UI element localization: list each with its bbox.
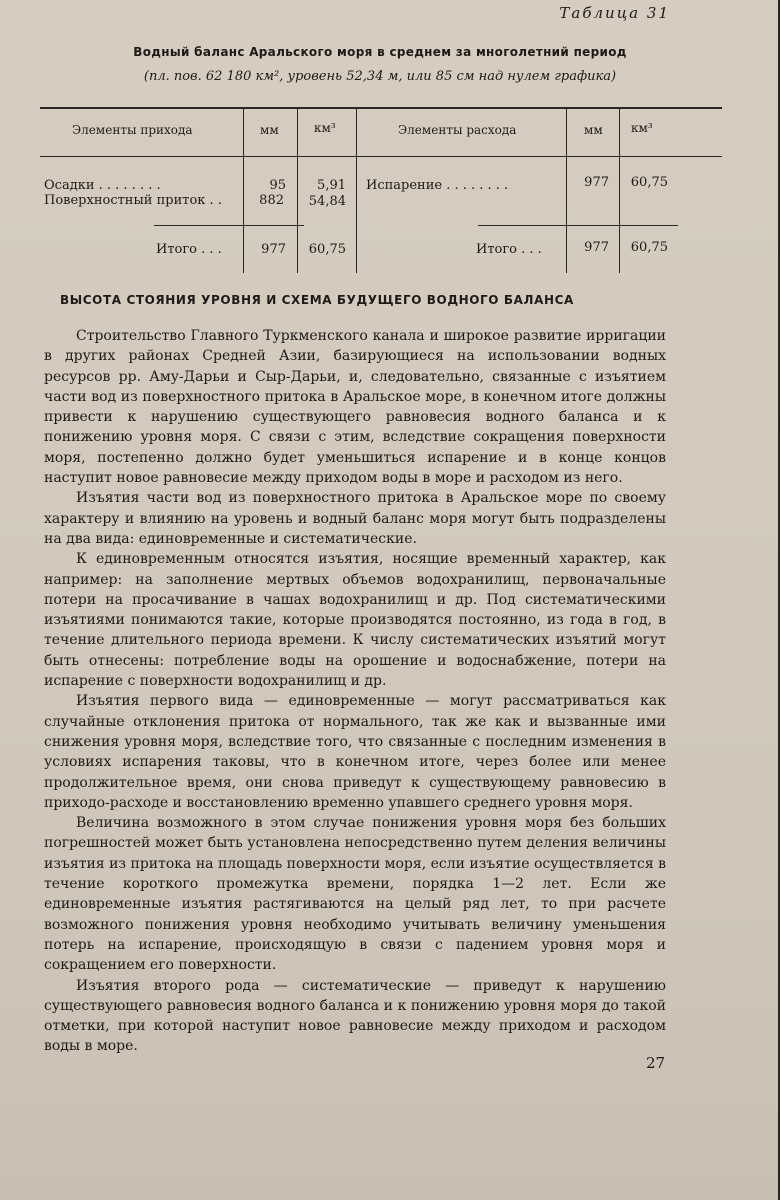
paragraph: Строительство Главного Туркменского канала и широкое развитие ирригации в других районах Средней Азии, базирующиеся на использовании водных ресурсов рр. Аму-Дарьи и Сыр-Дарьи, и, следовательно, связанные с изъятием части вод из поверхностного притока в Аральское море, в конечном итоге должны привести к нарушению существующего равновесия водного баланса и к понижению уровня моря. С связи с этим, вследствие сокращения поверхности моря, постепенно должно будет уменьшиться испарение и в конце концов наступит новое равновесие между приходом воды в море и расходом из него. xyxy=(44,328,666,487)
outgo-total-label: Итого . . . xyxy=(476,242,542,257)
row1-mm-2: 977 xyxy=(584,175,609,190)
page-number: 27 xyxy=(646,1054,666,1072)
table-subtitle: (пл. пов. 62 180 км², уровень 52,34 м, или 85 см над нулем графика) xyxy=(143,69,617,84)
row2-km3: 54,84 xyxy=(308,194,346,209)
income-total-label: Итого . . . xyxy=(156,242,222,257)
paragraph: Изъятия второго рода — систематические — приведут к нарушению существующего равновесия водного баланса и к понижению уровня моря до такой отметки, при которой наступит новое равновесие между приходом и расходом воды в море. xyxy=(44,977,666,1055)
body-text xyxy=(44,326,666,1057)
outgo-total-rule xyxy=(478,225,678,226)
table-number: Таблица 31 xyxy=(559,4,670,22)
header-income-elements: Элементы прихода xyxy=(72,123,193,137)
row1-km3: 5,91 xyxy=(317,178,346,193)
row1-income-label: Осадки . . . . . . . . xyxy=(44,178,161,193)
header-km3-2: км³ xyxy=(631,121,653,135)
outgo-total-mm: 977 xyxy=(584,240,609,255)
row1-mm: 95 xyxy=(269,178,286,193)
income-total-km3: 60,75 xyxy=(308,242,346,257)
paragraph: К единовременным относятся изъятия, носящие временный характер, как например: на заполнение мертвых объемов водохранилищ, первоначальные потери на просачивание в чашах водохранилищ и др. Под систематическими изъятиями понимаются такие, которые производятся постоянно, из года в год, в течение длительного периода времени. К числу систематических изъятий могут быть отнесены: потребление воды на орошение и водоснабжение, потери на испарение с поверхности водохранилищ и др. xyxy=(44,551,666,690)
income-total-mm: 977 xyxy=(261,242,286,257)
row2-income-label: Поверхностный приток . . xyxy=(44,193,222,208)
section-heading: ВЫСОТА СТОЯНИЯ УРОВНЯ И СХЕМА БУДУЩЕГО ВОДНОГО БАЛАНСА xyxy=(60,293,574,307)
paragraph: Величина возможного в этом случае понижения уровня моря без больших погрешностей может быть установлена непосредственно путем деления величины изъятия из притока на площадь поверхности моря, если изъятие осуществляется в течение короткого промежутка времени, порядка 1—2 лет. Если же единовременные изъятия растягиваются на целый ряд лет, то при расчете возможного понижения уровня необходимо учитывать величину уменьшения потерь на испарение, происходящую в связи с падением уровня моря и сокращением его поверхности. xyxy=(44,815,666,974)
header-km3: км³ xyxy=(314,121,336,135)
header-mm: мм xyxy=(260,123,279,137)
header-outgo-elements: Элементы расхода xyxy=(398,123,517,137)
paragraph: Изъятия первого вида — единовременные — могут рассматриваться как случайные отклонения притока от нормального, так же как и вызванные ими снижения уровня моря, вследствие того, что связанные с последним изменения в условиях испарения таковы, что в конечном итоге, через более или менее продолжительное время, они снова приведут к существующему равновесию в приходо-расходе и восстановлению временно упавшего среднего уровня моря. xyxy=(44,693,666,811)
col-divider-3 xyxy=(356,108,357,273)
row2-mm: 882 xyxy=(259,193,284,208)
row1-outgo-label: Испарение . . . . . . . . xyxy=(366,178,509,193)
table-title: Водный баланс Аральского моря в среднем за многолетний период xyxy=(133,45,627,59)
income-total-rule xyxy=(154,225,304,226)
row1-km3-2: 60,75 xyxy=(630,175,668,190)
outgo-total-km3: 60,75 xyxy=(630,240,668,255)
header-mm-2: мм xyxy=(584,123,603,137)
paragraph: Изъятия части вод из поверхностного притока в Аральское море по своему характеру и влиянию на уровень и водный баланс моря могут быть подразделены на два вида: единовременные и систематические. xyxy=(44,490,666,547)
